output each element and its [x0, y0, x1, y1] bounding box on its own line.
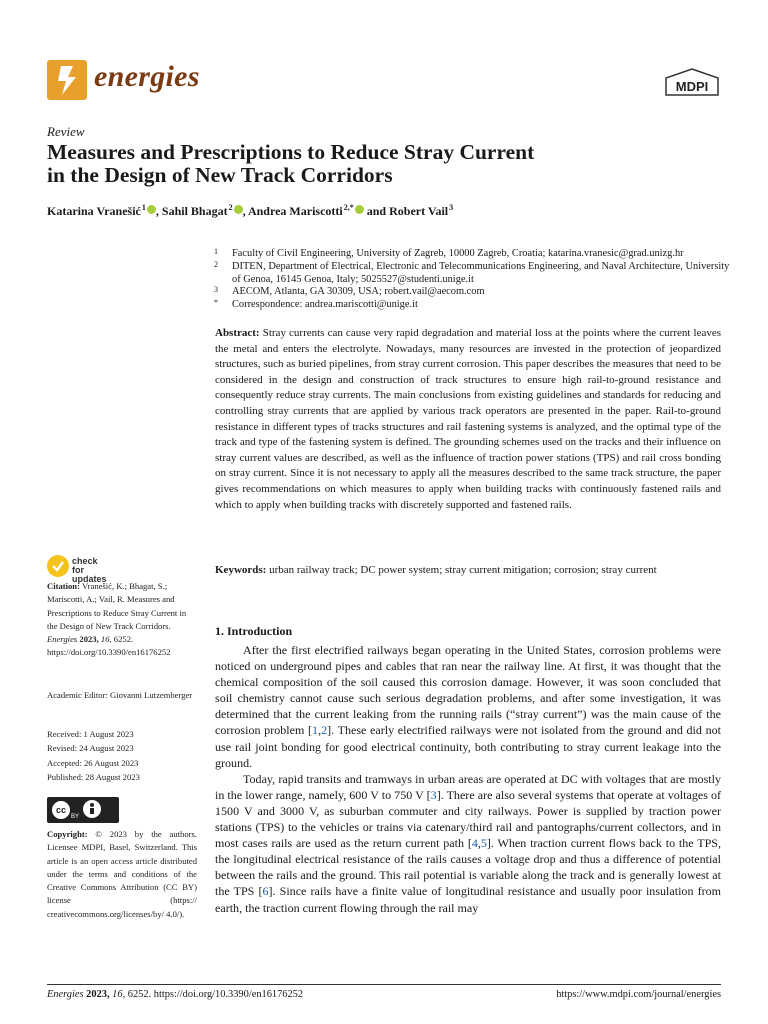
article-title: [47, 141, 647, 187]
body-text: [215, 642, 721, 916]
title-line-2: in the Design of New Track Corridors: [47, 163, 393, 187]
article-type: Review: [47, 124, 85, 139]
journal-name[interactable]: energies: [94, 60, 200, 93]
keywords-text: urban railway track; DC power system; stray current mitigation; corrosion; stray current: [269, 564, 657, 576]
author-list: Katarina Vranešić $^1$ , Sahil Bhagat $^2$ , Andrea Mariscotti $^{2,*}$ and Robert Vail $^3$: [47, 203, 454, 218]
received-date: Received: 1 August 2023: [47, 729, 134, 739]
section-heading: 1. Introduction: [215, 624, 293, 638]
author-name: Katarina Vranešić: [47, 204, 141, 218]
citation-label: Citation:: [47, 581, 80, 591]
footer-citation: Energies 2023, 16, 6252. https://doi.org/10.3390/en16176252: [47, 989, 304, 1000]
abstract-label: Abstract:: [215, 327, 260, 339]
lightning-bolt-icon: [47, 60, 87, 100]
journal-url-link[interactable]: https://www.mdpi.com/journal/energies: [556, 989, 721, 1000]
author-name: Andrea Mariscotti: [247, 204, 343, 218]
author-name: Sahil Bhagat: [161, 204, 228, 218]
reference-link[interactable]: 3: [430, 787, 437, 802]
citation: Citation: Vranešić, K.; Bhagat, S.; Mariscotti, A.; Vail, R. Measures and Prescriptions to Reduce Stray Current in the Design of New Track Corridors. Energies 2023, 16, 6252. https://doi.org/10.3390/en16176252: [47, 581, 187, 658]
footer-divider: [47, 984, 721, 985]
mdpi-text: MDPI: [675, 79, 709, 94]
reference-link[interactable]: 6: [262, 884, 269, 899]
abstract: [215, 326, 721, 513]
creative-commons-icon: cc: [51, 800, 71, 820]
footer-doi-link[interactable]: 6252. https://doi.org/10.3390/en16176252: [127, 989, 304, 1000]
reference-link[interactable]: 5: [480, 836, 487, 851]
orcid-icon[interactable]: [147, 205, 156, 214]
paragraph: After the first electrified railways began operating in the United States, corrosion problems were noticed on underground pipes and cables that ran near the railway line. At first, it was thought that the chemical composition of the soil caused this corrosion damage. However, it was soon concluded that soil chemistry cannot cause such serious degradation problems, and after some investigation, it was determined that the current leaking from the running rails (“stray current”) was the main cause of the corrosion problem [1,2]. These early electrified railways were not isolated from the ground and did not use rail joint bonding for good electrical continuity, both contributing to stray current leakage into the ground.: [215, 643, 721, 770]
author-affiliation-sup: 2,*: [343, 203, 354, 212]
affiliation-2: 2 DITEN, Department of Electrical, Electronic and Telecommunications Engineering, and Naval Architecture, University of Genoa, 16145 Genoa, Italy; 5025527@studenti.unige.it: [214, 260, 730, 285]
author-name: Robert Vail: [389, 204, 449, 218]
affiliation-3: 3 AECOM, Atlanta, GA 30309, USA; robert.vail@aecom.com: [214, 285, 485, 297]
publisher-logo[interactable]: [664, 68, 720, 98]
by-label: BY: [71, 814, 80, 820]
copyright: Copyright: © 2023 by the authors. Licensee MDPI, Basel, Switzerland. This article is an open access article distributed under the terms and conditions of the Creative Commons Attribution (CC BY) license (https:// creativecommons.org/licenses/by/ 4.0/).: [47, 829, 197, 919]
title-line-1: Measures and Prescriptions to Reduce Stray Current: [47, 140, 535, 164]
keywords: [215, 563, 721, 578]
keywords-label: Keywords:: [215, 564, 267, 576]
abstract-text: Stray currents can cause very rapid degradation and material loss at the points where the current leaves the metal and enters the electrolyte. Nowadays, many resources are invested in the protection of jeopardized structures, such as buried pipelines, from stray current corrosion. This paper describes the measures that need to be considered in the design and construction of track structures to ensure high rail-to-ground resistance and consequently reduce stray currents. The main conclusions from existing guidelines and standards for reducing and controlling stray currents that are applied by various track operators are presented in the paper. Rail-to-ground resistance in different types of tracks structures and rail fastening systems is analyzed, and the optimal type of the track and type of the fastening system is defined. The grounding schemes used on the tracks and their influence on stray current values are described, as well as the influence of traction power stations (TPS) and rail cross bonding on stray current. Since it is not necessary to apply all the measures described to the same track structure, the paper gives recommendations on which measures to apply when building tracks with continuously fastened rails and which to apply when building tracks with discretely supported and fastened rails.: [215, 327, 722, 511]
check-updates-line2: updates: [72, 574, 107, 584]
accepted-date: Accepted: 26 August 2023: [47, 758, 139, 768]
author-affiliation-sup: 2: [228, 203, 233, 212]
checkmark-icon: [47, 555, 69, 577]
cc-by-license-badge[interactable]: [47, 797, 119, 823]
reference-link[interactable]: 4: [471, 836, 478, 851]
orcid-icon[interactable]: [355, 205, 364, 214]
correspondence: * Correspondence: andrea.mariscotti@unige.it: [214, 298, 418, 310]
citation-doi-link[interactable]: 6252. https://doi.org/10.3390/en16176252: [47, 634, 171, 658]
reference-link[interactable]: 2: [321, 723, 328, 738]
author-affiliation-sup: 1: [141, 203, 146, 212]
published-date: Published: 28 August 2023: [47, 772, 140, 782]
revised-date: Revised: 24 August 2023: [47, 743, 134, 753]
paragraph: Today, rapid transits and tramways in urban areas are operated at DC with voltages that are mostly in the lower range, namely, 600 V to 750 V [3]. There are also several systems that operate at voltages of 1500 V and 3000 V, as suburban commuter and city railways. Power is supplied by traction power stations (TPS) to the vehicles or trains via catenary/third rail and pantographs/current collectors, and in most cases rails are used as the return current path [4,5]. When traction current flows back to the TPS, the longitudinal electrical resistance of the rails causes a voltage drop and thus a difference of potential between the rails and the ground. This rail potential is variable along the track and is generally lowest at the TPS [6]. Since rails have a finite value of longitudinal resistance and usually poor insulation from earth, the traction current flowing through the rail may: [215, 771, 721, 915]
academic-editor: Academic Editor: Giovanni Lutzemberger: [47, 690, 193, 700]
check-updates-line1: check for: [72, 556, 98, 575]
affiliation-1: 1 Faculty of Civil Engineering, University of Zagreb, 10000 Zagreb, Croatia; katarina.vranesic@grad.unizg.hr: [214, 247, 684, 259]
author-affiliation-sup: 3: [449, 203, 454, 212]
journal-logo: [47, 60, 87, 100]
attribution-person-icon: [83, 800, 101, 818]
copyright-label: Copyright:: [47, 829, 88, 839]
reference-link[interactable]: 1: [312, 723, 319, 738]
orcid-icon[interactable]: [234, 205, 243, 214]
